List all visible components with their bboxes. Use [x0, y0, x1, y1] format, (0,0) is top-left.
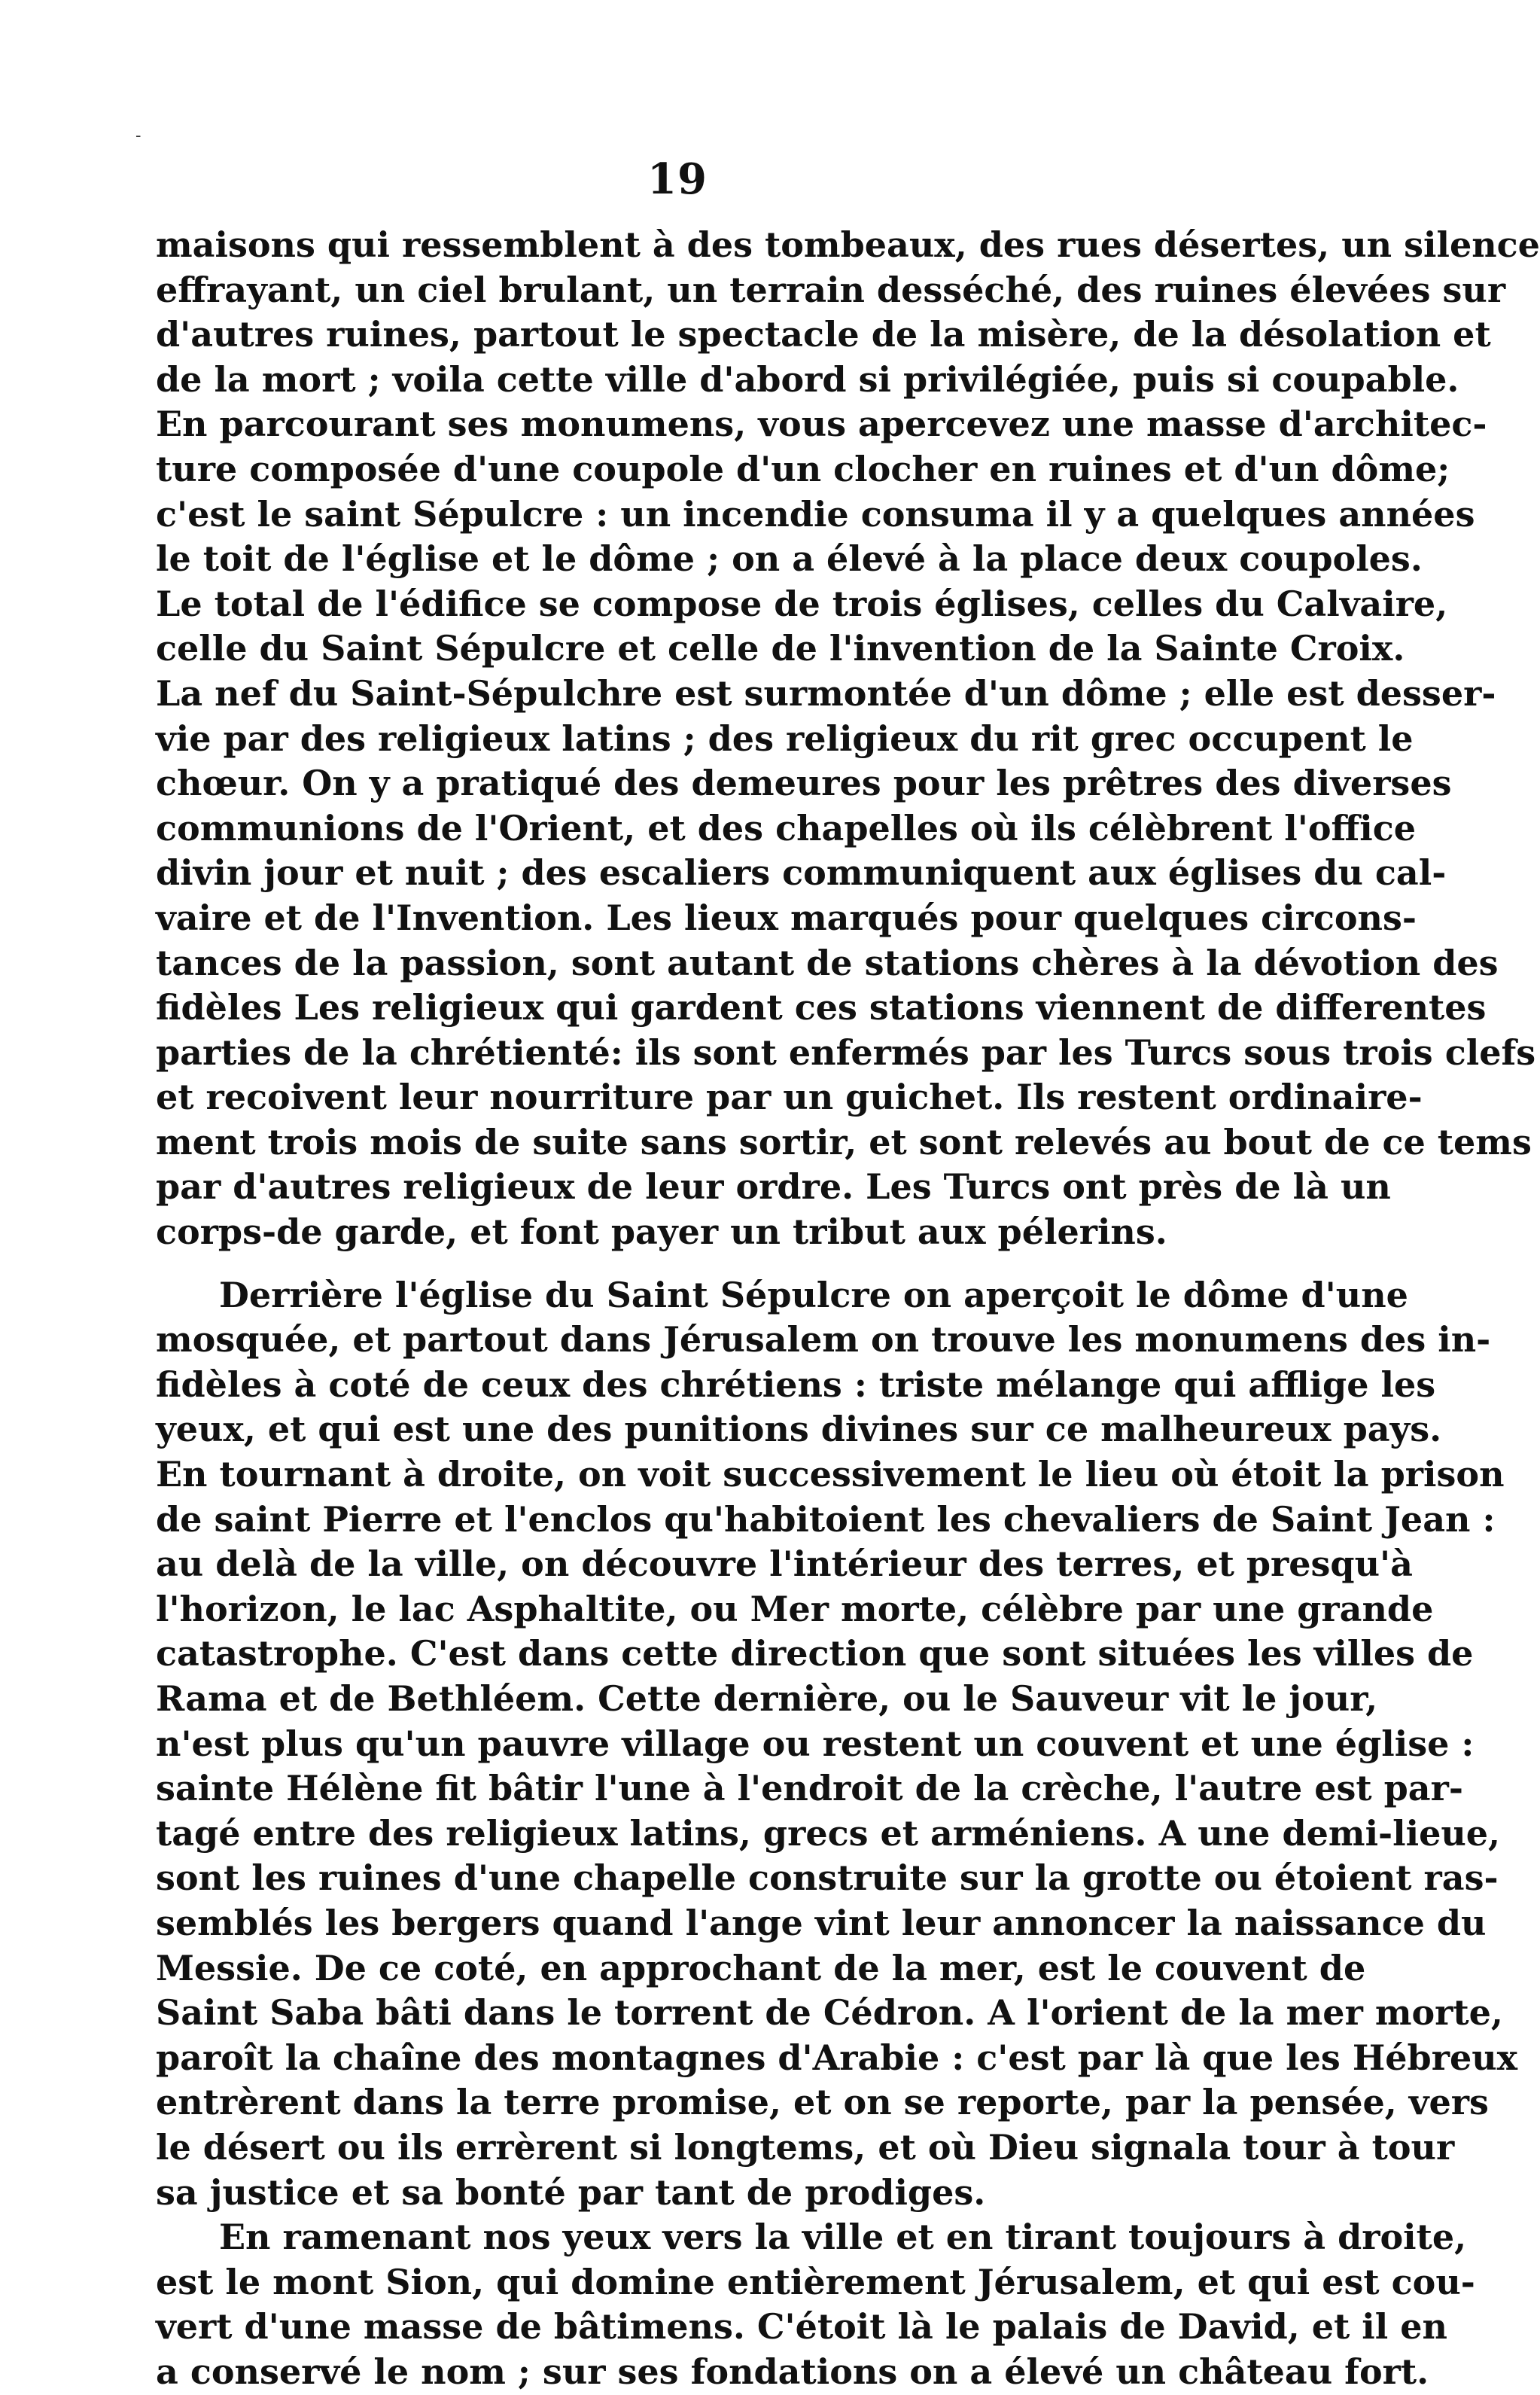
- text-line: maisons qui ressemblent à des tombeaux, des rues désertes, un silence: [156, 224, 1540, 265]
- body-text: [156, 223, 1540, 2395]
- text-line: c'est le saint Sépulcre : un incendie consuma il y a quelques années: [156, 493, 1475, 535]
- text-line: sainte Hélène fit bâtir l'une à l'endroit de la crèche, l'autre est par-: [156, 1768, 1463, 1809]
- text-line: divin jour et nuit ; des escaliers communiquent aux églises du cal-: [156, 852, 1447, 894]
- text-line: vert d'une masse de bâtimens. C'étoit là le palais de David, et il en: [156, 2306, 1447, 2348]
- text-line: par d'autres religieux de leur ordre. Les Turcs ont près de là un: [156, 1166, 1391, 1208]
- text-line: effrayant, un ciel brulant, un terrain desséché, des ruines élevées sur: [156, 269, 1506, 310]
- text-line: La nef du Saint-Sépulchre est surmontée d'un dôme ; elle est desser-: [156, 672, 1496, 714]
- text-line: de la mort ; voila cette ville d'abord si privilégiée, puis si coupable.: [156, 358, 1459, 400]
- text-line: tagé entre des religieux latins, grecs et arméniens. A une demi-lieue,: [156, 1812, 1501, 1854]
- text-line: fidèles Les religieux qui gardent ces stations viennent de differentes: [156, 987, 1487, 1028]
- text-line: le désert ou ils errèrent si longtems, et où Dieu signala tour à tour: [156, 2126, 1455, 2168]
- text-line: n'est plus qu'un pauvre village ou restent un couvent et une église :: [156, 1723, 1475, 1764]
- text-line: a conservé le nom ; sur ses fondations on a élevé un château fort.: [156, 2351, 1429, 2392]
- text-line: l'horizon, le lac Asphaltite, ou Mer morte, célèbre par une grande: [156, 1588, 1434, 1629]
- text-line: de saint Pierre et l'enclos qu'habitoient les chevaliers de Saint Jean :: [156, 1498, 1496, 1540]
- text-line: paroît la chaîne des montagnes d'Arabie : c'est par là que les Hébreux: [156, 2037, 1518, 2078]
- text-line: Rama et de Bethléem. Cette dernière, ou le Sauveur vit le jour,: [156, 1678, 1378, 1719]
- text-line: le toit de l'église et le dôme ; on a élevé à la place deux coupoles.: [156, 538, 1423, 580]
- text-line: Le total de l'édifice se compose de trois églises, celles du Calvaire,: [156, 583, 1448, 624]
- text-line: entrèrent dans la terre promise, et on se reporte, par la pensée, vers: [156, 2082, 1489, 2123]
- text-line: Saint Saba bâti dans le torrent de Cédron. A l'orient de la mer morte,: [156, 1992, 1503, 2034]
- text-line: sa justice et sa bonté par tant de prodiges.: [156, 2171, 986, 2213]
- paragraph-3: [156, 2215, 1475, 2394]
- text-line: et recoivent leur nourriture par un guichet. Ils restent ordinaire-: [156, 1077, 1423, 1118]
- text-line: au delà de la ville, on découvre l'intérieur des terres, et presqu'à: [156, 1543, 1413, 1585]
- text-line: vaire et de l'Invention. Les lieux marqués pour quelques circons-: [156, 897, 1417, 938]
- text-line: sont les ruines d'une chapelle construite sur la grotte ou étoient ras-: [156, 1857, 1499, 1899]
- text-line: tances de la passion, sont autant de stations chères à la dévotion des: [156, 942, 1499, 983]
- text-line: parties de la chrétienté: ils sont enfermés par les Turcs sous trois clefs: [156, 1031, 1536, 1073]
- text-line: mosquée, et partout dans Jérusalem on trouve les monumens des in-: [156, 1319, 1491, 1361]
- text-line: chœur. On y a pratiqué des demeures pour les prêtres des diverses: [156, 763, 1452, 804]
- text-line: vie par des religieux latins ; des religieux du rit grec occupent le: [156, 718, 1414, 759]
- paragraph-2: [156, 1273, 1518, 2215]
- text-line: En tournant à droite, on voit successivement le lieu où étoit la prison: [156, 1454, 1505, 1495]
- text-line: Derrière l'église du Saint Sépulcre on aperçoit le dôme d'une: [219, 1274, 1408, 1315]
- text-line: ture composée d'une coupole d'un clocher en ruines et d'un dôme;: [156, 448, 1450, 489]
- ink-speck: -: [135, 126, 142, 145]
- paragraph-1: [156, 223, 1540, 1255]
- text-line: corps-de garde, et font payer un tribut aux pélerins.: [156, 1211, 1167, 1253]
- page-number: 19: [647, 154, 708, 204]
- text-line: En parcourant ses monumens, vous apercevez une masse d'architec-: [156, 404, 1487, 445]
- text-line: En ramenant nos yeux vers la ville et en tirant toujours à droite,: [219, 2217, 1467, 2258]
- text-line: communions de l'Orient, et des chapelles où ils célèbrent l'office: [156, 807, 1417, 849]
- text-line: celle du Saint Sépulcre et celle de l'invention de la Sainte Croix.: [156, 628, 1405, 669]
- paragraph-gap: [156, 1255, 1240, 1273]
- text-line: semblés les bergers quand l'ange vint leur annoncer la naissance du: [156, 1902, 1487, 1943]
- text-line: ment trois mois de suite sans sortir, et sont relevés au bout de ce tems: [156, 1121, 1532, 1162]
- text-line: est le mont Sion, qui domine entièrement Jérusalem, et qui est cou-: [156, 2261, 1475, 2302]
- text-line: catastrophe. C'est dans cette direction que sont situées les villes de: [156, 1633, 1474, 1674]
- text-line: d'autres ruines, partout le spectacle de la misère, de la désolation et: [156, 314, 1491, 355]
- text-line: yeux, et qui est une des punitions divines sur ce malheureux pays.: [156, 1409, 1442, 1450]
- text-line: Messie. De ce coté, en approchant de la mer, est le couvent de: [156, 1947, 1366, 1988]
- text-line: fidèles à coté de ceux des chrétiens : triste mélange qui afflige les: [156, 1364, 1436, 1405]
